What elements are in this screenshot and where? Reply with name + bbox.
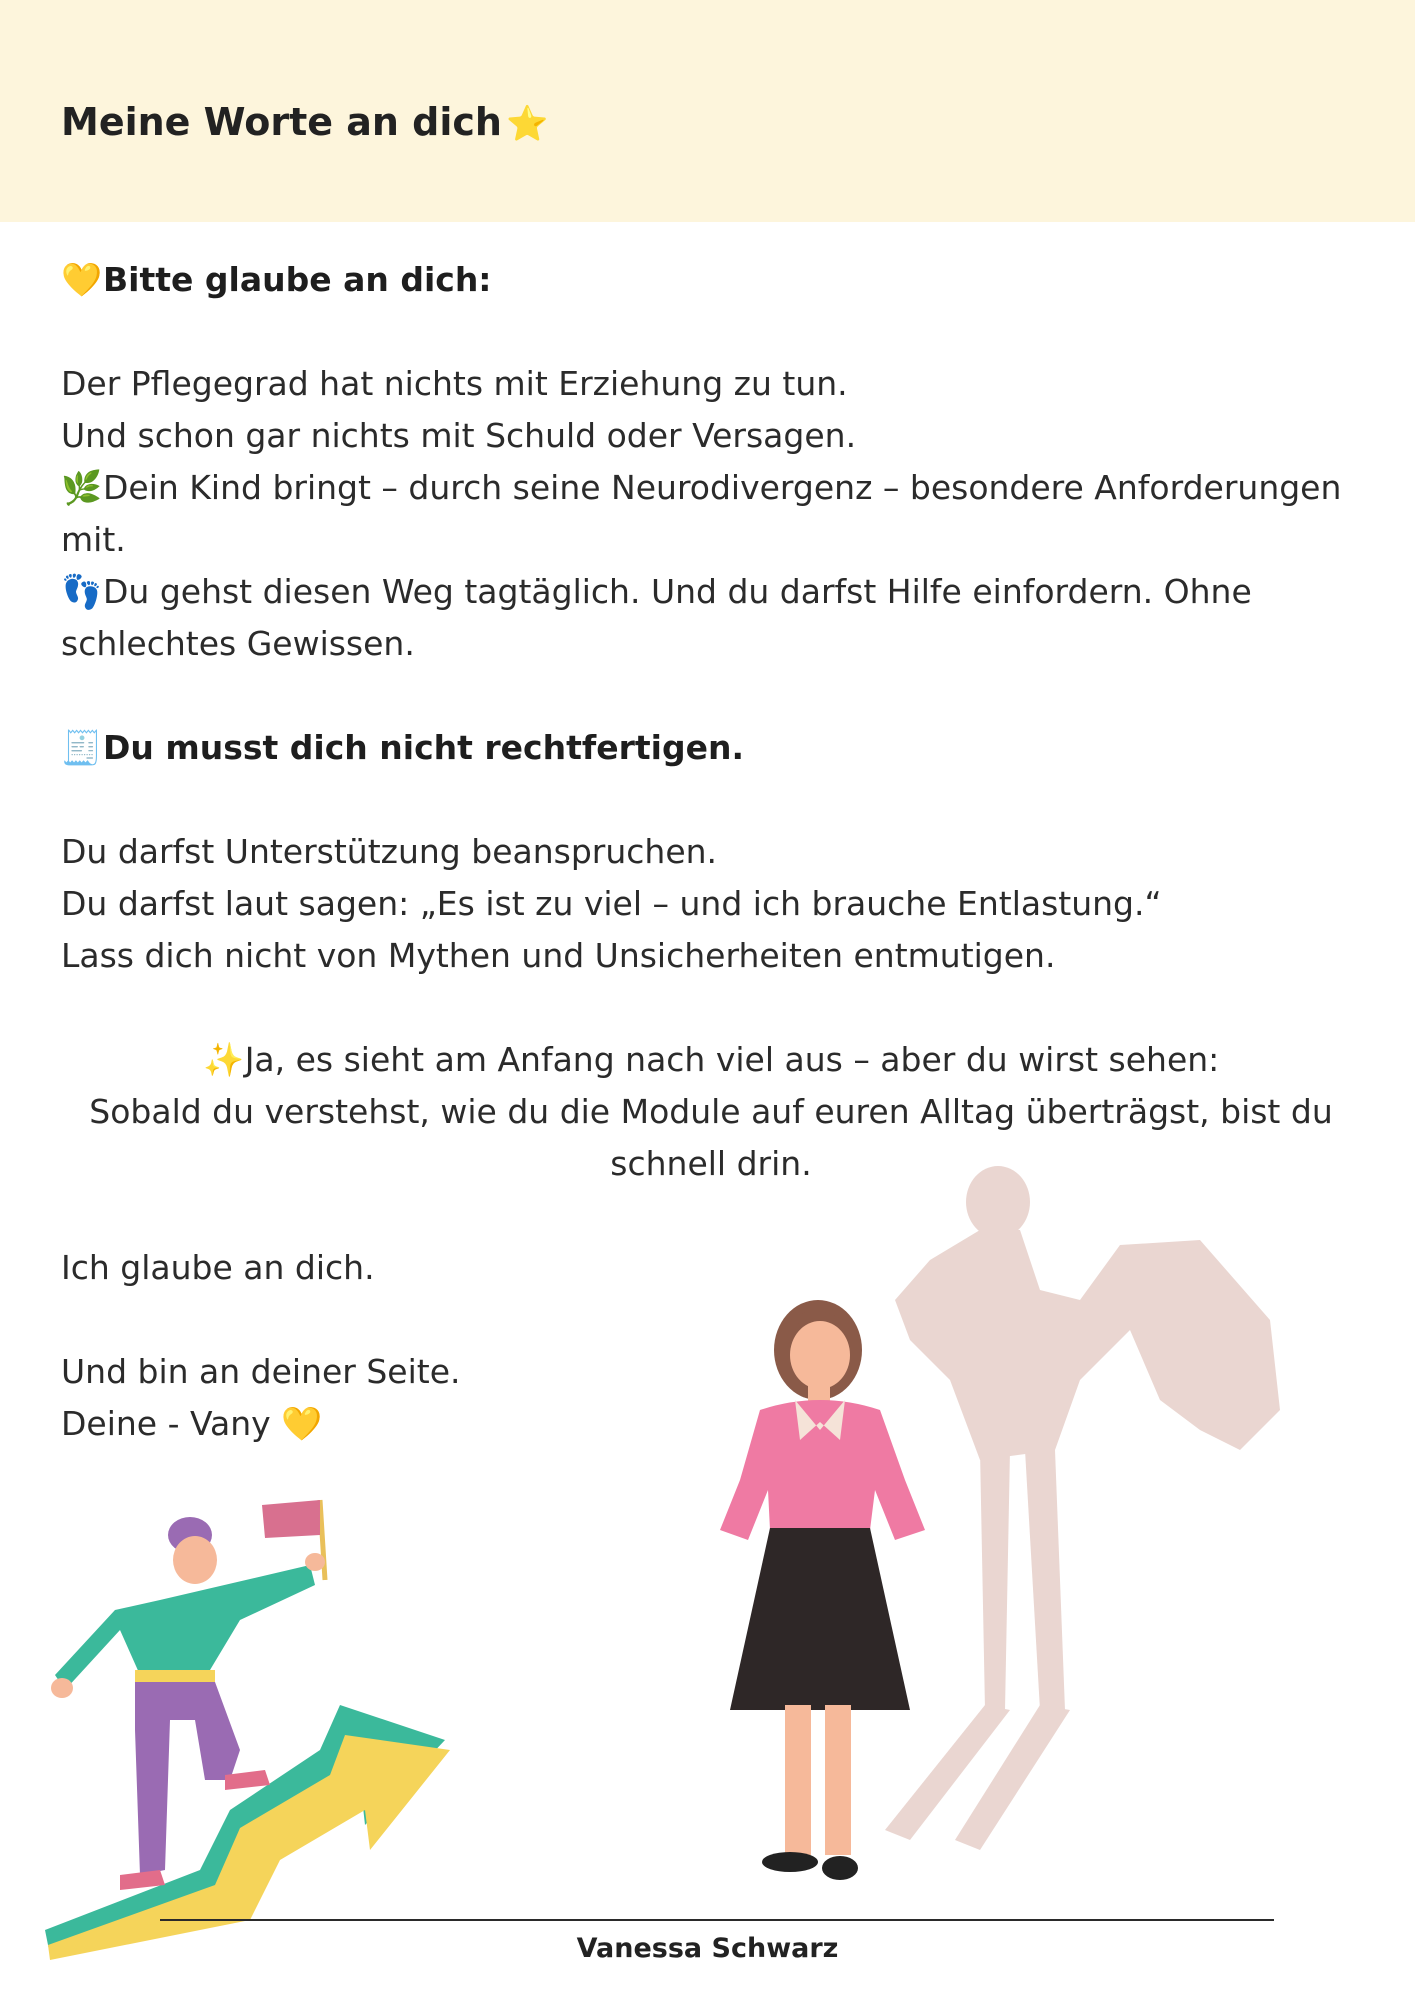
paragraph-leaf: 🌿Dein Kind bringt – durch seine Neurodivergenz – besondere Anforderungen mit. [61, 462, 1361, 566]
paragraph-line: Lass dich nicht von Mythen und Unsicherheiten entmutigen. [61, 936, 1056, 975]
arrow-yellow [48, 1735, 450, 1960]
receipt-icon: 🧾 [61, 728, 103, 767]
woman-superhero-shadow-illustration [680, 1150, 1340, 1910]
centered-encouragement-1: ✨Ja, es sieht am Anfang nach viel aus – aber du wirst sehen: [61, 1034, 1361, 1086]
closing-line: Ich glaube an dich. [61, 1248, 375, 1287]
climbing-arrow-illustration [40, 1490, 460, 1960]
closing-line: Und bin an deiner Seite. [61, 1352, 461, 1391]
section-heading-justify: 🧾Du musst dich nicht rechtfertigen. [61, 722, 1361, 774]
superhero-shadow [885, 1166, 1280, 1850]
section-heading-believe: 💛Bitte glaube an dich: [61, 254, 1361, 306]
sparkles-icon: ✨ [203, 1040, 245, 1079]
paragraph-line: Du darfst Unterstützung beanspruchen. [61, 832, 718, 871]
yellow-heart-icon: 💛 [281, 1404, 323, 1443]
header-banner [0, 0, 1415, 222]
star-icon: ⭐ [505, 104, 549, 144]
footer-divider [160, 1919, 1274, 1921]
yellow-heart-icon: 💛 [61, 260, 103, 299]
signature: Deine - Vany 💛 [61, 1404, 323, 1443]
woman-figure [720, 1300, 925, 1880]
centered-encouragement-2: Sobald du verstehst, wie du die Module auf euren Alltag überträgst, bist du schnell drin. [89, 1092, 1333, 1183]
paragraph-line: Und schon gar nichts mit Schuld oder Versagen. [61, 416, 857, 455]
paragraph-line: Du darfst laut sagen: „Es ist zu viel – und ich brauche Entlastung.“ [61, 884, 1162, 923]
footprints-icon: 👣 [61, 572, 103, 611]
leaf-icon: 🌿 [61, 468, 103, 507]
paragraph-line: Der Pflegegrad hat nichts mit Erziehung zu tun. [61, 364, 848, 403]
page-title [61, 100, 548, 144]
footer-author: Vanessa Schwarz [576, 1933, 839, 1964]
page-title-text: Meine Worte an dich [61, 100, 502, 144]
paragraph-feet: 👣Du gehst diesen Weg tagtäglich. Und du darfst Hilfe einfordern. Ohne schlechtes Gewissen. [61, 566, 1361, 670]
